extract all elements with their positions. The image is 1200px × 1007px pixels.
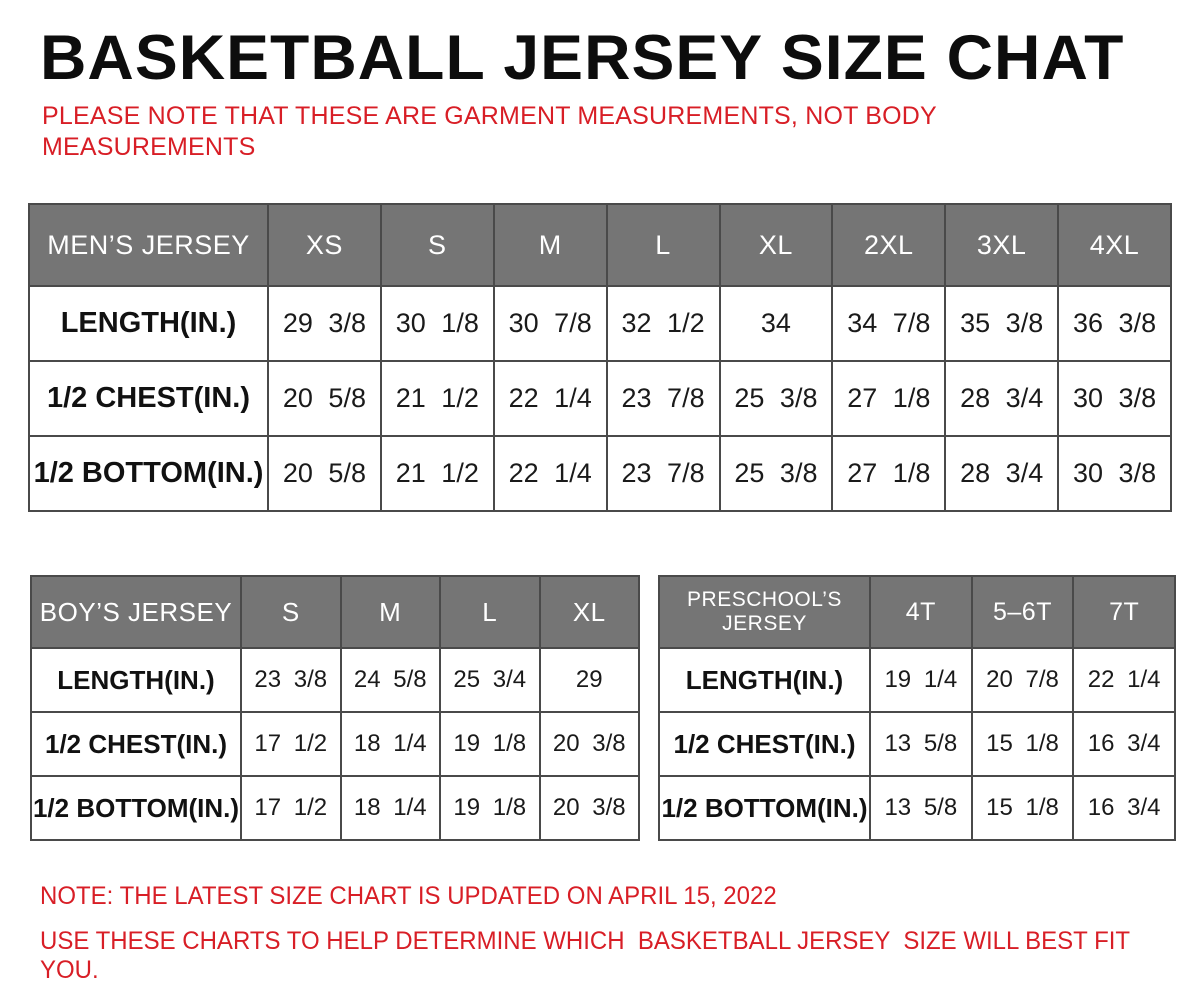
value-cell: 16 3/4	[1073, 712, 1175, 776]
size-header-cell: M	[341, 576, 441, 648]
page-title: BASKETBALL JERSEY SIZE CHAT	[40, 23, 1125, 93]
value-cell: 13 5/8	[870, 712, 972, 776]
value-cell: 20 3/8	[540, 776, 640, 840]
value-cell: 21 1/2	[381, 436, 494, 511]
value-cell: 28 3/4	[945, 436, 1058, 511]
value-cell: 18 1/4	[341, 712, 441, 776]
size-header-cell: 4XL	[1058, 204, 1171, 286]
value-cell: 36 3/8	[1058, 286, 1171, 361]
value-cell: 20 5/8	[268, 436, 381, 511]
table-row	[659, 712, 1175, 776]
value-cell: 17 1/2	[241, 712, 341, 776]
size-header-cell: 7T	[1073, 576, 1175, 648]
update-date-note: NOTE: THE LATEST SIZE CHART IS UPDATED ON APRIL 15, 2022	[40, 882, 777, 910]
value-cell: 34	[720, 286, 833, 361]
value-cell: 20 3/8	[540, 712, 640, 776]
table-row	[31, 776, 639, 840]
mens-jersey-size-table	[28, 203, 1172, 512]
size-header-cell: L	[440, 576, 540, 648]
header-row	[659, 576, 1175, 648]
value-cell: 30 1/8	[381, 286, 494, 361]
value-cell: 25 3/4	[440, 648, 540, 712]
table-title-cell: MEN’S JERSEY	[29, 204, 268, 286]
row-label-cell: 1/2 CHEST(IN.)	[31, 712, 241, 776]
garment-measurement-note: PLEASE NOTE THAT THESE ARE GARMENT MEASUREMENTS, NOT BODY MEASUREMENTS	[42, 102, 937, 161]
value-cell: 28 3/4	[945, 361, 1058, 436]
size-header-cell: 5–6T	[972, 576, 1074, 648]
row-label-cell: LENGTH(IN.)	[659, 648, 870, 712]
value-cell: 17 1/2	[241, 776, 341, 840]
value-cell: 30 3/8	[1058, 361, 1171, 436]
table-row	[31, 648, 639, 712]
value-cell: 29 3/8	[268, 286, 381, 361]
row-label-cell: LENGTH(IN.)	[29, 286, 268, 361]
value-cell: 25 3/8	[720, 361, 833, 436]
value-cell: 20 5/8	[268, 361, 381, 436]
value-cell: 15 1/8	[972, 776, 1074, 840]
value-cell: 19 1/4	[870, 648, 972, 712]
value-cell: 13 5/8	[870, 776, 972, 840]
row-label-cell: LENGTH(IN.)	[31, 648, 241, 712]
table-title-cell: PRESCHOOL’S JERSEY	[659, 576, 870, 648]
size-header-cell: L	[607, 204, 720, 286]
boys-jersey-size-table	[30, 575, 640, 841]
value-cell: 22 1/4	[494, 361, 607, 436]
size-header-cell: XS	[268, 204, 381, 286]
value-cell: 30 7/8	[494, 286, 607, 361]
value-cell: 21 1/2	[381, 361, 494, 436]
header-row	[31, 576, 639, 648]
size-header-cell: S	[381, 204, 494, 286]
value-cell: 34 7/8	[832, 286, 945, 361]
table-row	[659, 776, 1175, 840]
value-cell: 23 7/8	[607, 361, 720, 436]
value-cell: 25 3/8	[720, 436, 833, 511]
value-cell: 29	[540, 648, 640, 712]
value-cell: 19 1/8	[440, 712, 540, 776]
value-cell: 32 1/2	[607, 286, 720, 361]
value-cell: 30 3/8	[1058, 436, 1171, 511]
value-cell: 23 7/8	[607, 436, 720, 511]
preschools-jersey-size-table	[658, 575, 1176, 841]
row-label-cell: 1/2 BOTTOM(IN.)	[29, 436, 268, 511]
value-cell: 22 1/4	[494, 436, 607, 511]
row-label-cell: 1/2 CHEST(IN.)	[29, 361, 268, 436]
value-cell: 18 1/4	[341, 776, 441, 840]
size-header-cell: 2XL	[832, 204, 945, 286]
row-label-cell: 1/2 CHEST(IN.)	[659, 712, 870, 776]
row-label-cell: 1/2 BOTTOM(IN.)	[659, 776, 870, 840]
table-row	[29, 436, 1171, 511]
value-cell: 27 1/8	[832, 361, 945, 436]
table-row	[29, 286, 1171, 361]
value-cell: 35 3/8	[945, 286, 1058, 361]
table-row	[659, 648, 1175, 712]
table-title-cell: BOY’S JERSEY	[31, 576, 241, 648]
row-label-cell: 1/2 BOTTOM(IN.)	[31, 776, 241, 840]
size-header-cell: XL	[720, 204, 833, 286]
table-row	[31, 712, 639, 776]
table-row	[29, 361, 1171, 436]
value-cell: 22 1/4	[1073, 648, 1175, 712]
header-row	[29, 204, 1171, 286]
value-cell: 19 1/8	[440, 776, 540, 840]
size-header-cell: 4T	[870, 576, 972, 648]
value-cell: 20 7/8	[972, 648, 1074, 712]
value-cell: 23 3/8	[241, 648, 341, 712]
value-cell: 16 3/4	[1073, 776, 1175, 840]
usage-note: USE THESE CHARTS TO HELP DETERMINE WHICH BASKETBALL JERSEY SIZE WILL BEST FIT YOU.	[40, 927, 1136, 984]
size-header-cell: S	[241, 576, 341, 648]
value-cell: 15 1/8	[972, 712, 1074, 776]
size-header-cell: M	[494, 204, 607, 286]
size-header-cell: 3XL	[945, 204, 1058, 286]
value-cell: 24 5/8	[341, 648, 441, 712]
size-header-cell: XL	[540, 576, 640, 648]
value-cell: 27 1/8	[832, 436, 945, 511]
